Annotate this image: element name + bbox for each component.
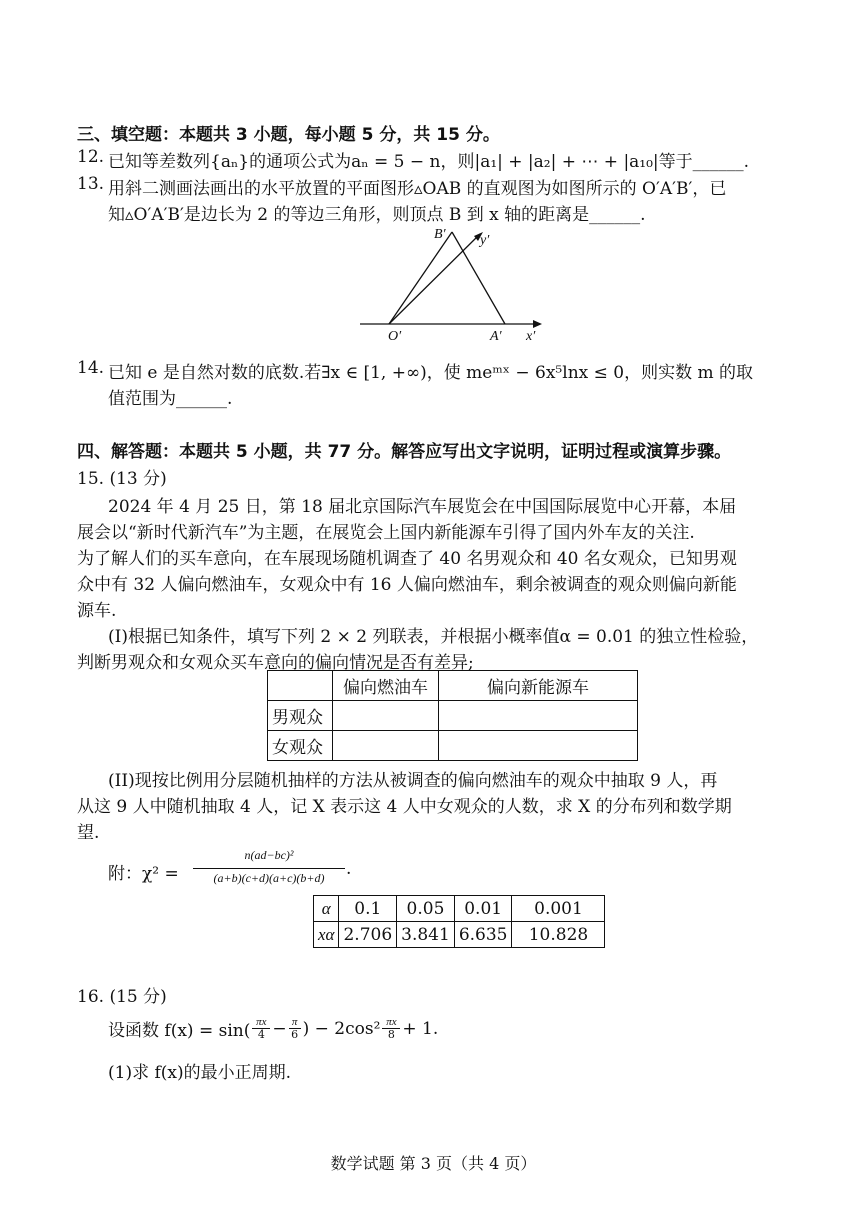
side-BA (452, 232, 505, 324)
critical-value-table (313, 895, 605, 948)
q13-number: 13. (77, 174, 105, 194)
alpha-value: 0.01 (454, 896, 512, 922)
alpha-value: 0.05 (397, 896, 455, 922)
q15-part2-line3: 望. (77, 823, 100, 843)
label-B: B′ (434, 227, 446, 242)
q15-paragraph-line1: 2024 年 4 月 25 日，第 18 届北京国际汽车展览会在中国国际展览中心开幕，本届 (108, 497, 737, 517)
q15-paragraph-line5: 源车. (77, 601, 117, 621)
q13-line2: 知▵O′A′B′是边长为 2 的等边三角形，则顶点 B 到 x 轴的距离是______. (108, 205, 646, 225)
alpha-label: α (314, 896, 339, 922)
critical-value: 3.841 (397, 922, 455, 948)
label-A: A′ (490, 329, 502, 344)
contingency-table (267, 670, 638, 761)
q15-part2-line1: (II)现按比例用分层随机抽样的方法从被调查的偏向燃油车的观众中抽取 9 人，再 (108, 771, 718, 791)
label-x: x′ (526, 329, 536, 344)
side-OB (389, 232, 452, 324)
table-header-row (268, 671, 638, 701)
table-cell-blank (333, 731, 439, 761)
appendix-label: 附：χ² = (108, 864, 179, 884)
formula-period: . (346, 859, 352, 879)
table-row (268, 701, 638, 731)
q14-number: 14. (77, 358, 105, 378)
q16-function-definition (108, 1016, 438, 1041)
q15-paragraph-line3: 为了解人们的买车意向，在车展现场随机调查了 40 名男观众和 40 名女观众，已知男观 (77, 549, 737, 569)
q15-part1-line2: 判断男观众和女观众买车意向的偏向情况是否有差异; (77, 653, 474, 673)
q16-part1: (1)求 f(x)的最小正周期. (108, 1063, 292, 1083)
q12-text: 已知等差数列{aₙ}的通项公式为aₙ = 5 − n，则|a₁| + |a₂| + ⋯ + |a₁₀|等于______. (108, 152, 750, 172)
q13-line1: 用斜二测画法画出的水平放置的平面图形▵OAB 的直观图为如图所示的 O′A′B′，已 (108, 179, 727, 199)
alpha-value: 0.1 (339, 896, 397, 922)
label-O: O′ (388, 329, 402, 344)
table-row-label-male: 男观众 (268, 701, 333, 731)
oblique-triangle-diagram (350, 222, 550, 352)
formula-denominator: (a+b)(c+d)(a+c)(b+d) (213, 871, 325, 885)
label-y: y′ (480, 233, 490, 248)
table-cell-blank (439, 701, 638, 731)
fraction-bar (193, 868, 345, 869)
function-suffix: + 1. (402, 1018, 439, 1039)
q15-part1-line1: (I)根据已知条件，填写下列 2 × 2 列联表，并根据小概率值α = 0.01 的独立性检验， (108, 627, 759, 647)
critical-value: 10.828 (512, 922, 605, 948)
table-corner-cell (268, 671, 333, 701)
function-middle: ) − 2cos² (302, 1018, 381, 1039)
table-header-new-energy: 偏向新能源车 (439, 671, 638, 701)
table-cell-blank (333, 701, 439, 731)
page-footer: 数学试题 第 3 页（共 4 页） (330, 1154, 537, 1173)
critical-value: 6.635 (454, 922, 512, 948)
function-prefix: 设函数 f(x) = sin( (108, 1021, 251, 1041)
table-cell-blank (439, 731, 638, 761)
table-row-label-female: 女观众 (268, 731, 333, 761)
table-row (314, 922, 605, 948)
table-row (268, 731, 638, 761)
q14-line2: 值范围为______. (108, 389, 233, 409)
q15-header: 15. (13 分) (77, 469, 167, 489)
q15-paragraph-line2: 展会以“新时代新汽车”为主题，在展览会上国内新能源车引得了国内外车友的关注. (77, 523, 695, 543)
q15-part2-line2: 从这 9 人中随机抽取 4 人，记 X 表示这 4 人中女观众的人数，求 X 的分布列和数学期 (77, 797, 732, 817)
formula-numerator: n(ad−bc)² (244, 848, 294, 862)
x-alpha-label: xα (314, 922, 339, 948)
y-axis-line (389, 234, 480, 324)
q14-line1: 已知 e 是自然对数的底数.若∃x ∈ [1, +∞)，使 meᵐˣ − 6x⁵lnx ≤ 0，则实数 m 的取 (108, 363, 754, 383)
fraction-pi-over-6: $\frac{\pi}{6}$ (289, 1016, 301, 1041)
alpha-value: 0.001 (512, 896, 605, 922)
q12-number: 12. (77, 147, 105, 167)
table-row (314, 896, 605, 922)
critical-value: 2.706 (339, 922, 397, 948)
q16-header: 16. (15 分) (77, 987, 167, 1007)
fraction-pix-over-8: πx 8 (382, 1016, 400, 1041)
table-header-fuel: 偏向燃油车 (333, 671, 439, 701)
minus-sign: − (272, 1018, 287, 1039)
fraction-pix-over-4: πx 4 (252, 1016, 270, 1041)
section4-heading: 四、解答题：本题共 5 小题，共 77 分。解答应写出文字说明，证明过程或演算步骤。 (77, 442, 732, 462)
section3-heading: 三、填空题：本题共 3 小题，每小题 5 分，共 15 分。 (77, 125, 500, 145)
x-axis-arrow-icon (533, 320, 542, 328)
q15-paragraph-line4: 众中有 32 人偏向燃油车，女观众中有 16 人偏向燃油车，剩余被调查的观众则偏向新能 (77, 575, 737, 595)
